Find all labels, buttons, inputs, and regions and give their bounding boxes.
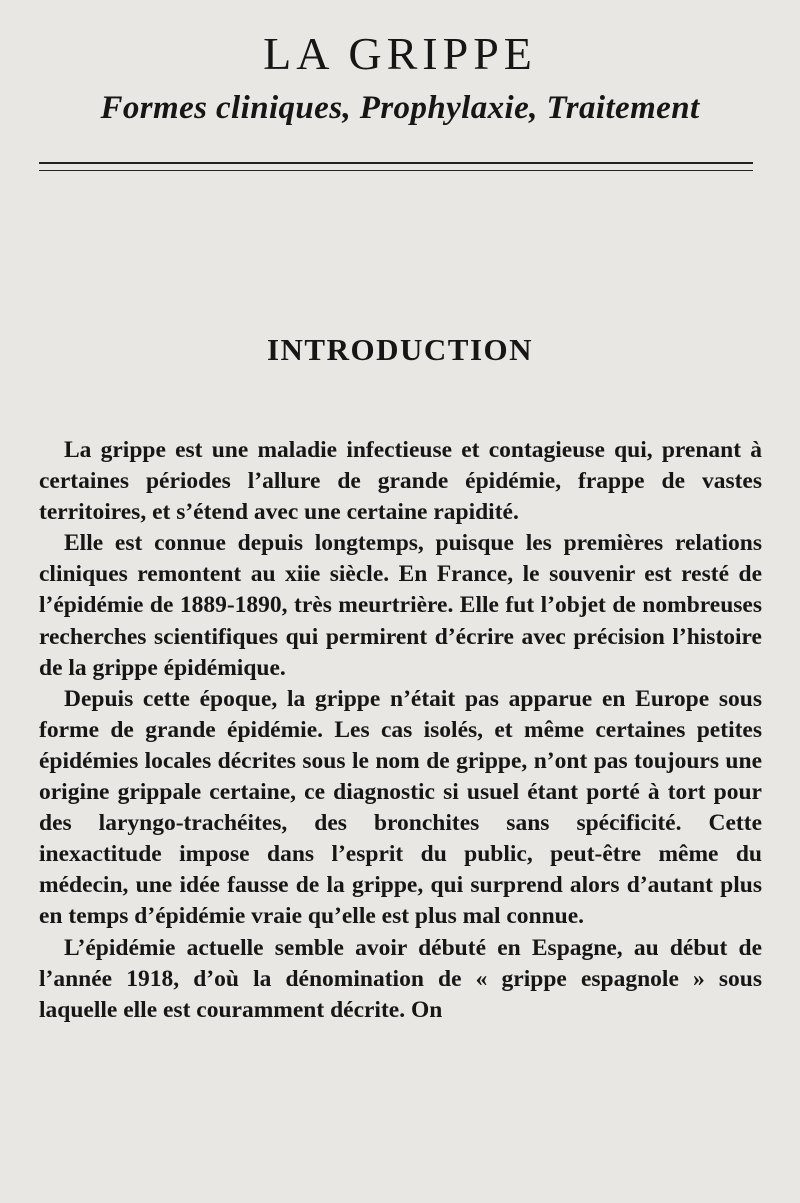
title-divider xyxy=(39,162,753,171)
body-text xyxy=(39,435,762,1026)
paragraph-1: La grippe est une maladie infectieuse et contagieuse qui, prenant à certaines périodes l’allure de grande épidémie, frappe de vastes territoires, et s’étend avec une certaine rapidité. xyxy=(39,437,762,526)
paragraph-2: Elle est connue depuis longtemps, puisque les premières relations cliniques remontent au xiie siècle. En France, le souvenir est resté de l’épidémie de 1889-1890, très meurtrière. Elle fut l’objet de nombreuses recherches scientifiques qui permirent d’écrire avec précision l’histoire de la grippe épidémique. xyxy=(39,530,762,681)
paragraph-3: Depuis cette époque, la grippe n’était pas apparue en Europe sous forme de grande épidémie. Les cas isolés, et même certaines petites épidémies locales décrites sous le nom de grippe, n’ont pas toujours une origine grippale certaine, ce diagnostic si usuel étant porté à tort pour des laryngo-trachéites, des bronchites sans spécificité. Cette inexactitude impose dans l’esprit du public, peut-être même du médecin, une idée fausse de la grippe, qui surprend alors d’autant plus en temps d’épidémie vraie qu’elle est plus mal connue. xyxy=(39,685,762,930)
section-heading: INTRODUCTION xyxy=(266,332,534,367)
paragraph-4: L’épidémie actuelle semble avoir débuté en Espagne, au début de l’année 1918, d’où la dénomination de « grippe espagnole » sous laquelle elle est couramment décrite. On xyxy=(39,934,762,1023)
book-title: LA GRIPPE xyxy=(263,28,537,79)
book-subtitle: Formes cliniques, Prophylaxie, Traitement xyxy=(100,90,700,126)
